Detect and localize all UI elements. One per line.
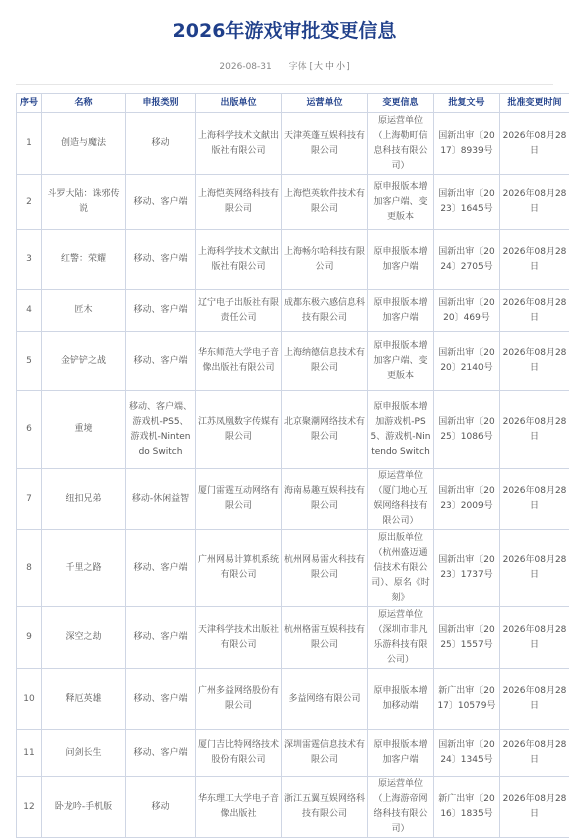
cell-change: 原申报版本增加客户端、变更版本 bbox=[368, 332, 434, 391]
cell-category: 移动、客户端 bbox=[126, 607, 196, 669]
cell-date: 2026年08月28日 bbox=[500, 113, 569, 175]
cell-change: 原申报版本增加游戏机-PS5、游戏机-Nintendo Switch bbox=[368, 391, 434, 469]
cell-approval: 国新出审〔2024〕2705号 bbox=[434, 230, 500, 290]
cell-name: 红警：荣耀 bbox=[42, 230, 126, 290]
cell-category: 移动、客户端 bbox=[126, 669, 196, 730]
cell-date: 2026年08月28日 bbox=[500, 332, 569, 391]
cell-name: 千里之路 bbox=[42, 530, 126, 607]
font-size-medium-button[interactable]: 中 bbox=[325, 62, 334, 72]
cell-change: 原申报版本增加客户端 bbox=[368, 290, 434, 332]
cell-category: 移动、客户端 bbox=[126, 290, 196, 332]
cell-name: 斗罗大陆：诛邪传说 bbox=[42, 175, 126, 230]
cell-change: 原申报版本增加客户端 bbox=[368, 230, 434, 290]
cell-approval: 国新出审〔2023〕2009号 bbox=[434, 469, 500, 530]
cell-operator: 杭州格雷互娱科技有限公司 bbox=[282, 607, 368, 669]
cell-publisher: 厦门雷霆互动网络有限公司 bbox=[196, 469, 282, 530]
table-row bbox=[17, 530, 569, 607]
font-size-label: 字体 bbox=[289, 62, 307, 72]
cell-publisher: 华东理工大学电子音像出版社 bbox=[196, 777, 282, 838]
cell-publisher: 广州网易计算机系统有限公司 bbox=[196, 530, 282, 607]
cell-date: 2026年08月28日 bbox=[500, 530, 569, 607]
table-row bbox=[17, 391, 569, 469]
cell-name: 问剑长生 bbox=[42, 730, 126, 777]
cell-category: 移动、客户端 bbox=[126, 332, 196, 391]
cell-date: 2026年08月28日 bbox=[500, 607, 569, 669]
cell-approval: 新广出审〔2016〕1835号 bbox=[434, 777, 500, 838]
cell-date: 2026年08月28日 bbox=[500, 290, 569, 332]
cell-date: 2026年08月28日 bbox=[500, 469, 569, 530]
col-header-index: 序号 bbox=[17, 94, 42, 113]
cell-approval: 国新出审〔2020〕2140号 bbox=[434, 332, 500, 391]
cell-operator: 成都东极六感信息科技有限公司 bbox=[282, 290, 368, 332]
cell-index: 10 bbox=[17, 669, 42, 730]
table-row bbox=[17, 469, 569, 530]
table-container bbox=[16, 93, 569, 838]
cell-category: 移动-休闲益智 bbox=[126, 469, 196, 530]
cell-publisher: 上海科学技术文献出版社有限公司 bbox=[196, 230, 282, 290]
cell-operator: 天津英蓬互娱科技有限公司 bbox=[282, 113, 368, 175]
cell-operator: 海南易趣互娱科技有限公司 bbox=[282, 469, 368, 530]
cell-approval: 国新出审〔2024〕1345号 bbox=[434, 730, 500, 777]
cell-publisher: 辽宁电子出版社有限责任公司 bbox=[196, 290, 282, 332]
col-header-change: 变更信息 bbox=[368, 94, 434, 113]
cell-change: 原出版单位（杭州盛迈通信技术有限公司）、原名《时刻》 bbox=[368, 530, 434, 607]
header-divider bbox=[16, 84, 553, 85]
approval-change-table bbox=[16, 93, 569, 838]
font-size-small-button[interactable]: 小 bbox=[336, 62, 345, 72]
cell-publisher: 天津科学技术出版社有限公司 bbox=[196, 607, 282, 669]
cell-index: 11 bbox=[17, 730, 42, 777]
cell-index: 3 bbox=[17, 230, 42, 290]
cell-change: 原运营单位（上海游帝网络科技有限公司） bbox=[368, 777, 434, 838]
cell-change: 原申报版本增加客户端 bbox=[368, 730, 434, 777]
cell-change: 原运营单位（深圳市非凡乐游科技有限公司） bbox=[368, 607, 434, 669]
publish-date: 2026-08-31 bbox=[219, 62, 271, 72]
cell-operator: 浙江五翼互娱网络科技有限公司 bbox=[282, 777, 368, 838]
cell-change: 原运营单位（厦门地心互娱网络科技有限公司） bbox=[368, 469, 434, 530]
table-body bbox=[17, 113, 569, 838]
cell-approval: 国新出审〔2023〕1737号 bbox=[434, 530, 500, 607]
cell-category: 移动、客户端 bbox=[126, 530, 196, 607]
cell-date: 2026年08月28日 bbox=[500, 669, 569, 730]
cell-category: 移动 bbox=[126, 777, 196, 838]
table-row bbox=[17, 777, 569, 838]
cell-operator: 多益网络有限公司 bbox=[282, 669, 368, 730]
cell-index: 1 bbox=[17, 113, 42, 175]
cell-change: 原运营单位（上海勒町信息科技有限公司） bbox=[368, 113, 434, 175]
table-row bbox=[17, 669, 569, 730]
cell-category: 移动、客户端、游戏机-PS5、游戏机-Nintendo Switch bbox=[126, 391, 196, 469]
font-size-large-button[interactable]: 大 bbox=[314, 62, 323, 72]
cell-index: 6 bbox=[17, 391, 42, 469]
font-size-bracket-open: [ bbox=[310, 62, 314, 72]
cell-operator: 上海畅尔哈科技有限公司 bbox=[282, 230, 368, 290]
cell-name: 创造与魔法 bbox=[42, 113, 126, 175]
cell-change: 原申报版本增加客户端、变更版本 bbox=[368, 175, 434, 230]
table-row bbox=[17, 290, 569, 332]
table-row bbox=[17, 730, 569, 777]
cell-name: 深空之劫 bbox=[42, 607, 126, 669]
col-header-approval: 批复文号 bbox=[434, 94, 500, 113]
col-header-operator: 运营单位 bbox=[282, 94, 368, 113]
article-meta bbox=[0, 60, 569, 74]
col-header-publisher: 出版单位 bbox=[196, 94, 282, 113]
cell-approval: 国新出审〔2020〕469号 bbox=[434, 290, 500, 332]
table-row bbox=[17, 332, 569, 391]
cell-operator: 上海恺英软件技术有限公司 bbox=[282, 175, 368, 230]
cell-publisher: 广州多益网络股份有限公司 bbox=[196, 669, 282, 730]
cell-operator: 杭州网易雷火科技有限公司 bbox=[282, 530, 368, 607]
page-title: 2026年游戏审批变更信息 bbox=[0, 0, 569, 46]
table-row bbox=[17, 607, 569, 669]
cell-name: 金铲铲之战 bbox=[42, 332, 126, 391]
table-header-row bbox=[17, 94, 569, 113]
cell-index: 7 bbox=[17, 469, 42, 530]
cell-approval: 国新出审〔2017〕8939号 bbox=[434, 113, 500, 175]
cell-index: 12 bbox=[17, 777, 42, 838]
col-header-date: 批准变更时间 bbox=[500, 94, 569, 113]
cell-index: 4 bbox=[17, 290, 42, 332]
cell-date: 2026年08月28日 bbox=[500, 730, 569, 777]
cell-index: 2 bbox=[17, 175, 42, 230]
table-row bbox=[17, 175, 569, 230]
cell-index: 9 bbox=[17, 607, 42, 669]
cell-change: 原申报版本增加移动端 bbox=[368, 669, 434, 730]
cell-approval: 国新出审〔2025〕1086号 bbox=[434, 391, 500, 469]
cell-name: 匠木 bbox=[42, 290, 126, 332]
cell-publisher: 华东师范大学电子音像出版社有限公司 bbox=[196, 332, 282, 391]
cell-approval: 新广出审〔2017〕10579号 bbox=[434, 669, 500, 730]
cell-name: 卧龙吟-手机版 bbox=[42, 777, 126, 838]
cell-name: 释厄英雄 bbox=[42, 669, 126, 730]
cell-category: 移动、客户端 bbox=[126, 730, 196, 777]
cell-operator: 深圳雷霆信息技术有限公司 bbox=[282, 730, 368, 777]
cell-date: 2026年08月28日 bbox=[500, 777, 569, 838]
cell-date: 2026年08月28日 bbox=[500, 391, 569, 469]
col-header-category: 申报类别 bbox=[126, 94, 196, 113]
cell-operator: 北京聚潮网络技术有限公司 bbox=[282, 391, 368, 469]
cell-publisher: 江苏凤凰数字传媒有限公司 bbox=[196, 391, 282, 469]
table-row bbox=[17, 113, 569, 175]
cell-operator: 上海纳德信息技术有限公司 bbox=[282, 332, 368, 391]
font-size-bracket-close: ] bbox=[346, 62, 350, 72]
cell-publisher: 厦门吉比特网络技术股份有限公司 bbox=[196, 730, 282, 777]
cell-category: 移动、客户端 bbox=[126, 175, 196, 230]
cell-index: 8 bbox=[17, 530, 42, 607]
col-header-name: 名称 bbox=[42, 94, 126, 113]
cell-name: 纽扣兄弟 bbox=[42, 469, 126, 530]
cell-approval: 国新出审〔2025〕1557号 bbox=[434, 607, 500, 669]
table-row bbox=[17, 230, 569, 290]
cell-approval: 国新出审〔2023〕1645号 bbox=[434, 175, 500, 230]
cell-publisher: 上海科学技术文献出版社有限公司 bbox=[196, 113, 282, 175]
cell-date: 2026年08月28日 bbox=[500, 230, 569, 290]
cell-publisher: 上海恺英网络科技有限公司 bbox=[196, 175, 282, 230]
cell-index: 5 bbox=[17, 332, 42, 391]
cell-date: 2026年08月28日 bbox=[500, 175, 569, 230]
cell-category: 移动、客户端 bbox=[126, 230, 196, 290]
cell-name: 重境 bbox=[42, 391, 126, 469]
cell-category: 移动 bbox=[126, 113, 196, 175]
